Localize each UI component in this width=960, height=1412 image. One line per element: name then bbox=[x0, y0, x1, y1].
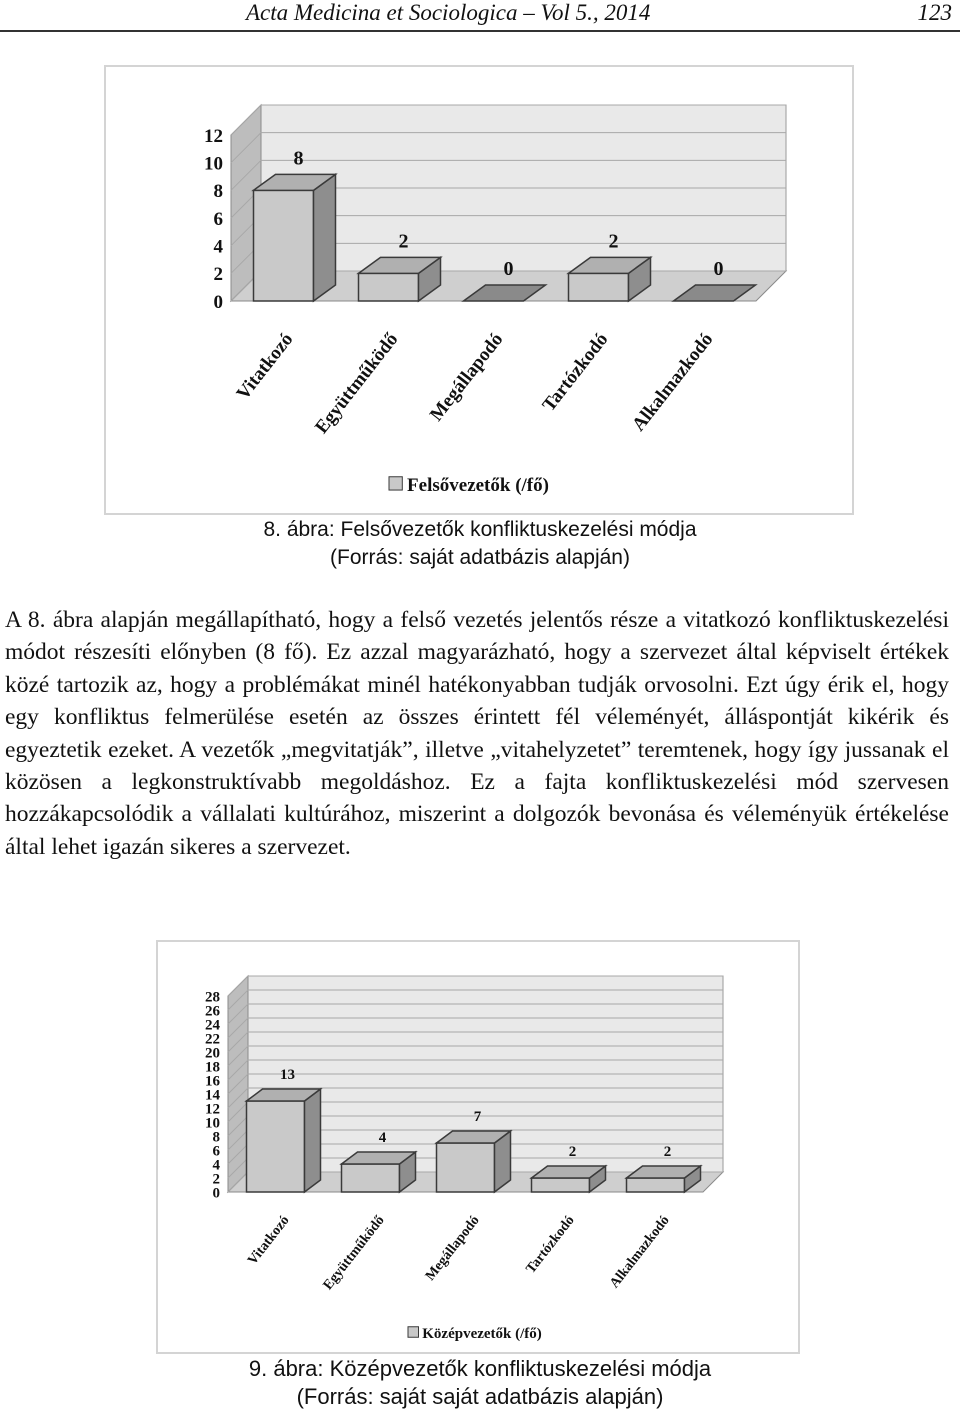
legend-label: Középvezetők (/fő) bbox=[422, 1326, 542, 1342]
figure-9 bbox=[156, 940, 800, 1354]
y-tick-label: 14 bbox=[205, 1087, 220, 1104]
data-label: 2 bbox=[398, 230, 409, 253]
journal-title: Acta Medicina et Sociologica – Vol 5., 2014 bbox=[246, 0, 651, 25]
y-tick-label: 24 bbox=[205, 1017, 220, 1034]
figure-8-chart bbox=[106, 67, 852, 513]
y-tick-label: 4 bbox=[212, 1157, 220, 1174]
y-tick-label: 20 bbox=[205, 1045, 220, 1062]
category-label: Alkalmazkodó bbox=[607, 1213, 673, 1292]
category-label: Megállapodó bbox=[422, 1213, 483, 1284]
y-tick-label: 10 bbox=[205, 1115, 220, 1132]
category-label: Tartózkodó bbox=[523, 1213, 578, 1277]
y-tick-label: 0 bbox=[212, 1185, 220, 1202]
figure-8-caption-source: (Forrás: saját adatbázis alapján) bbox=[330, 546, 630, 569]
legend-swatch bbox=[389, 477, 402, 490]
y-tick-label: 18 bbox=[205, 1059, 220, 1076]
bar bbox=[359, 273, 419, 301]
data-label: 0 bbox=[503, 258, 514, 280]
y-tick-label: 10 bbox=[204, 153, 223, 175]
bar bbox=[569, 273, 629, 301]
figure-9-caption bbox=[0, 1355, 960, 1411]
y-tick-label: 28 bbox=[205, 989, 220, 1006]
bar bbox=[532, 1178, 590, 1192]
body-text bbox=[5, 604, 949, 863]
category-label: Együttműködő bbox=[320, 1213, 388, 1293]
y-tick-label: 22 bbox=[205, 1031, 220, 1048]
y-tick-label: 16 bbox=[205, 1073, 220, 1090]
category-label: Tartózkodó bbox=[538, 329, 613, 416]
category-label: Megállapodó bbox=[425, 329, 508, 426]
y-tick-label: 6 bbox=[213, 208, 223, 230]
data-label: 0 bbox=[713, 258, 724, 280]
category-label: Vitatkozó bbox=[245, 1213, 293, 1269]
page-number: 123 bbox=[917, 0, 952, 25]
y-tick-label: 12 bbox=[205, 1101, 220, 1118]
y-tick-label: 2 bbox=[212, 1171, 220, 1188]
data-label: 8 bbox=[293, 147, 304, 170]
bar bbox=[627, 1178, 685, 1192]
y-tick-label: 26 bbox=[205, 1003, 220, 1020]
category-label: Alkalmazkodó bbox=[628, 329, 718, 436]
y-tick-label: 8 bbox=[213, 181, 223, 203]
data-label: 13 bbox=[280, 1067, 295, 1083]
data-label: 2 bbox=[608, 230, 619, 253]
y-tick-label: 6 bbox=[212, 1143, 220, 1160]
legend-label: Felsővezetők (/fő) bbox=[407, 475, 549, 496]
legend-swatch bbox=[408, 1327, 419, 1338]
figure-8-caption bbox=[0, 516, 960, 572]
y-tick-label: 12 bbox=[204, 125, 223, 147]
bar-side bbox=[314, 174, 336, 301]
data-label: 2 bbox=[568, 1144, 577, 1160]
y-tick-label: 2 bbox=[213, 264, 223, 286]
data-label: 4 bbox=[378, 1130, 387, 1146]
figure-9-caption-title: 9. ábra: Középvezetők konfliktuskezelési módja bbox=[248, 1356, 712, 1381]
bar bbox=[437, 1143, 495, 1192]
category-label: Együttműködő bbox=[311, 329, 403, 438]
figure-8-caption-title: 8. ábra: Felsővezetők konfliktuskezelési módja bbox=[263, 518, 697, 541]
running-header bbox=[0, 0, 960, 32]
figure-9-caption-source: (Forrás: saját saját adatbázis alapján) bbox=[296, 1384, 664, 1409]
bar-side bbox=[305, 1089, 321, 1192]
data-label: 7 bbox=[473, 1109, 482, 1125]
category-label: Vitatkozó bbox=[232, 329, 298, 404]
y-tick-label: 4 bbox=[213, 236, 223, 258]
bar bbox=[254, 190, 314, 301]
bar bbox=[247, 1101, 305, 1192]
data-label: 2 bbox=[663, 1144, 672, 1160]
bar bbox=[342, 1164, 400, 1192]
figure-9-chart bbox=[158, 942, 798, 1352]
y-tick-label: 0 bbox=[213, 291, 223, 313]
figure-8 bbox=[104, 65, 854, 515]
y-tick-label: 8 bbox=[212, 1129, 220, 1146]
body-paragraph: A 8. ábra alapján megállapítható, hogy a felső vezetés jelentős része a vitatkozó konfliktuskezelési módot részesíti előnyben (8 fő). Ez azzal magyarázható, hogy a szervezet által képviselt értékek közé tartozik az, hogy a problémákat minél hatékonyabban tudják orvosolni. Ezt úgy érik el, hogy egy konfliktus felmerülése esetén az összes érintett fél véleményét, álláspontját kikérik és egyeztetik ezeket. A vezetők „megvitatják”, illetve „vitahelyzetet” teremtenek, hogy így jussanak el közösen a legkonstruktívabb megoldáshoz. Ez a fajta konfliktuskezelési mód szervesen hozzákapcsolódik a vállalati kultúrához, miszerint a dolgozók bevonása és véleményük értékelése által lehet igazán sikeres a szervezet. bbox=[5, 607, 949, 860]
